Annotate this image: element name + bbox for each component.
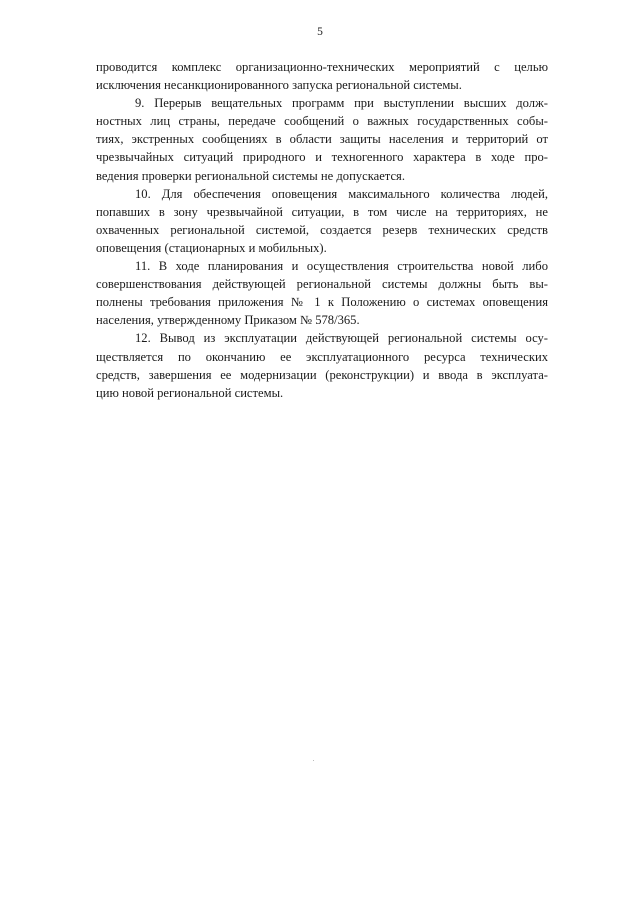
text-line: ществляется по окончанию ее эксплуатационного ресурса технических xyxy=(96,349,548,364)
text-line: 11. В ходе планирования и осуществления строительства новой либо xyxy=(135,259,548,274)
text-line: исключения несанкционированного запуска региональной системы. xyxy=(96,78,462,93)
paragraph-9 xyxy=(96,94,548,184)
text-line: полнены требования приложения № 1 к Положению о системах оповещения xyxy=(96,295,548,310)
paragraph-continuation xyxy=(96,58,548,94)
text-line: цию новой региональной системы. xyxy=(96,385,284,400)
text-line: ностных лиц страны, передаче сообщений о важных государственных собы- xyxy=(96,114,548,129)
text-line: чрезвычайных ситуаций природного и техногенного характера в ходе про- xyxy=(96,150,548,165)
scan-speck xyxy=(313,760,314,761)
text-line: оповещения (стационарных и мобильных). xyxy=(96,240,327,255)
text-line: совершенствования действующей региональной системы должны быть вы- xyxy=(96,277,548,292)
text-line: 10. Для обеспечения оповещения максимального количества людей, xyxy=(135,186,548,201)
text-line: населения, утвержденному Приказом № 578/365. xyxy=(96,313,360,328)
text-line: тиях, экстренных сообщениях в области защиты населения и территорий от xyxy=(96,132,548,147)
document-body xyxy=(96,58,548,402)
text-line: 12. Вывод из эксплуатации действующей региональной системы осу- xyxy=(135,331,548,346)
text-line: 9. Перерыв вещательных программ при выступлении высших долж- xyxy=(135,96,548,111)
text-line: средств, завершения ее модернизации (реконструкции) и ввода в эксплуата- xyxy=(96,367,548,382)
text-line: проводится комплекс организационно-технических мероприятий с целью xyxy=(96,60,548,74)
paragraph-11 xyxy=(96,257,548,329)
text-line: попавших в зону чрезвычайной ситуации, в том числе на территориях, не xyxy=(96,204,548,219)
paragraph-12 xyxy=(96,329,548,401)
paragraph-10 xyxy=(96,185,548,257)
text-line: ведения проверки региональной системы не допускается. xyxy=(96,168,405,183)
text-line: охваченных региональной системой, создается резерв технических средств xyxy=(96,222,548,237)
page-number: 5 xyxy=(317,26,323,38)
